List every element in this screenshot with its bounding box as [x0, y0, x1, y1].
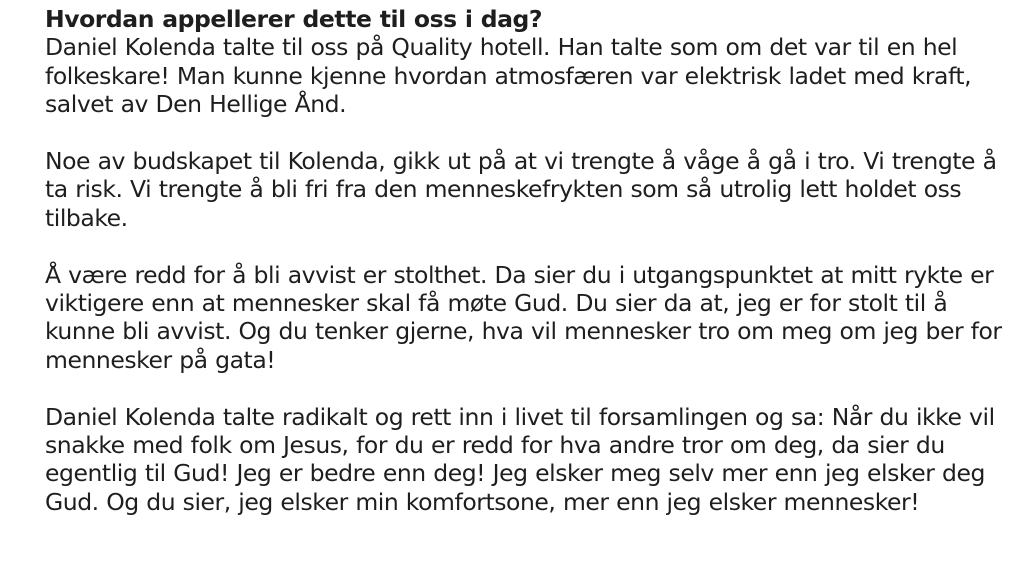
paragraph-1: Daniel Kolenda talte til oss på Quality hotell. Han talte som om det var til en hel folkeskare! Man kunne kjenne hvordan atmosfæren var elektrisk ladet med kraft, salvet av Den Hellige Ånd.: [45, 33, 972, 119]
paragraph-2: Noe av budskapet til Kolenda, gikk ut på at vi trengte å våge å gå i tro. Vi trengte å ta risk. Vi trengte å bli fri fra den menneskefrykten som så utrolig lett holdet oss tilbake.: [45, 147, 997, 232]
paragraph-3: Å være redd for å bli avvist er stolthet. Da sier du i utgangspunktet at mitt rykte er viktigere enn at mennesker skal få møte Gud. Du sier da at, jeg er for stolt til å kunne bli avvist. Og du tenker gjerne, hva vil mennesker tro om meg om jeg ber for mennesker på gata!: [45, 260, 1002, 374]
article-body: [45, 5, 1005, 516]
section-heading: Hvordan appellerer dette til oss i dag?: [45, 5, 543, 33]
paragraph-4: Daniel Kolenda talte radikalt og rett inn i livet til forsamlingen og sa: Når du ikke vil snakke med folk om Jesus, for du er redd for hva andre tror om deg, da sier du egentlig til Gud! Jeg er bedre enn deg! Jeg elsker meg selv mer enn jeg elsker deg Gud. Og du sier, jeg elsker min komfortsone, mer enn jeg elsker mennesker!: [45, 402, 995, 516]
